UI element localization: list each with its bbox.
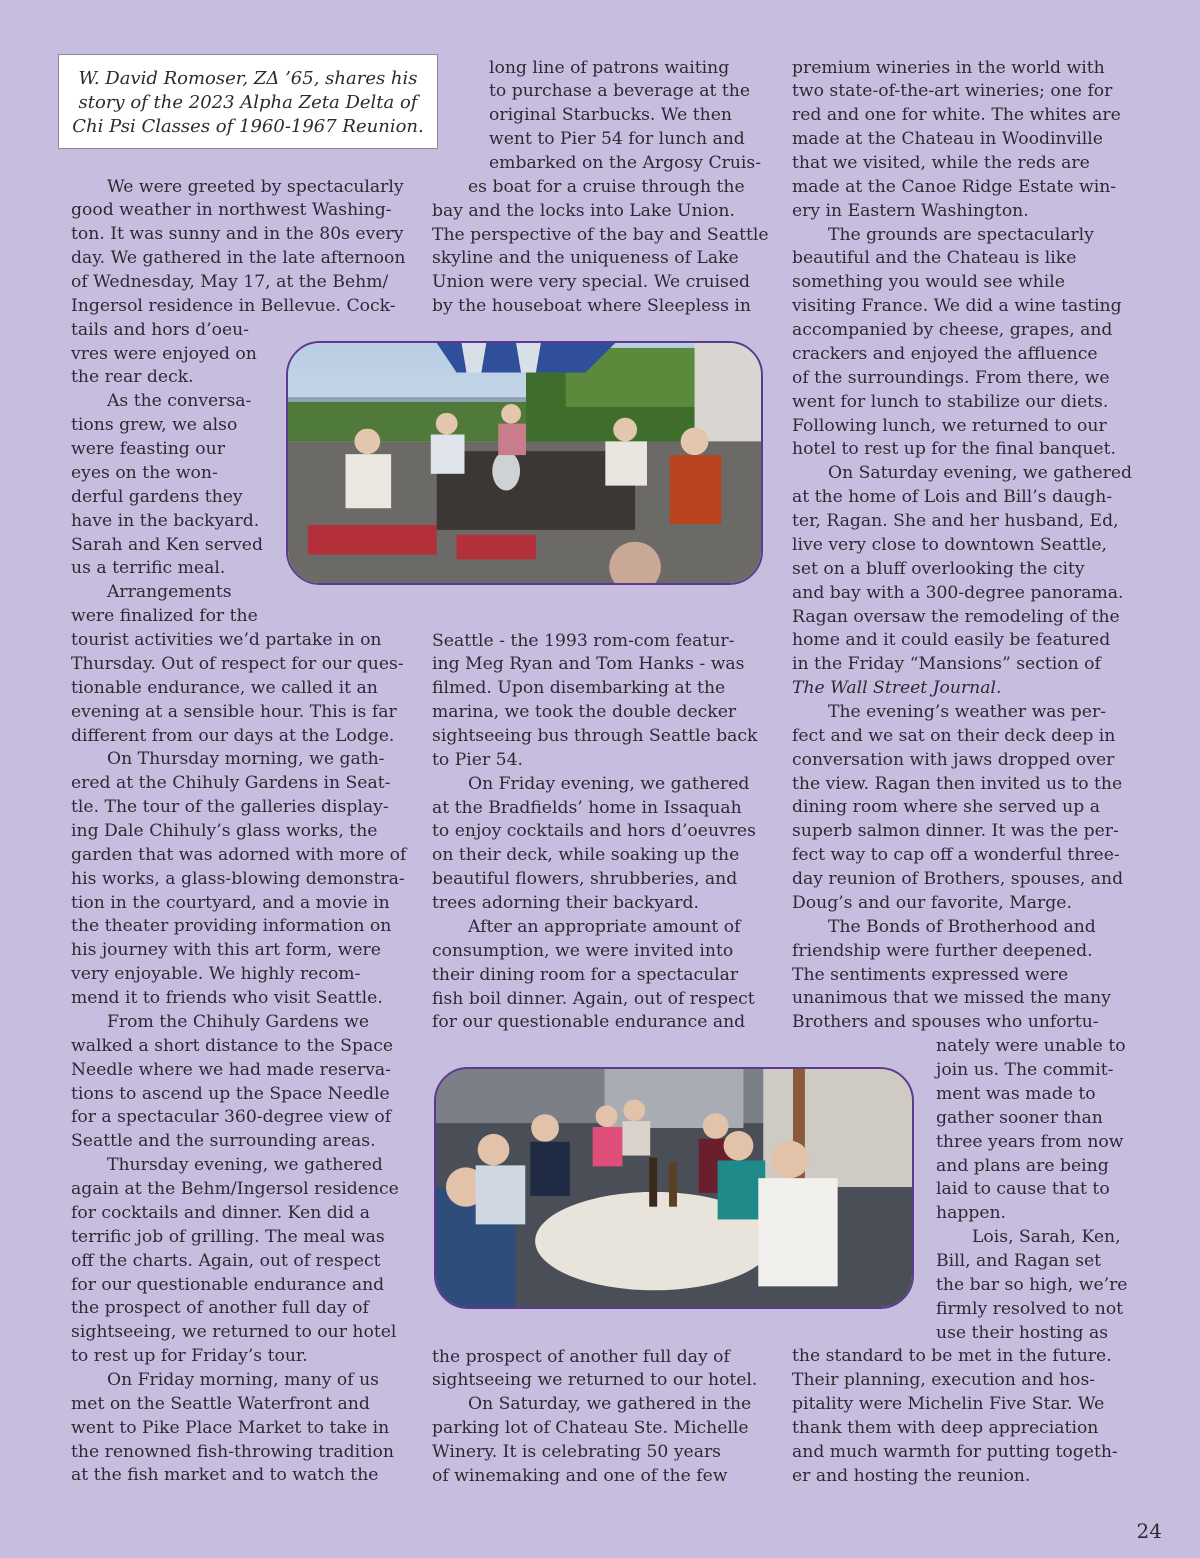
paragraph-line: Seattle and the surrounding areas. (71, 1131, 376, 1152)
paragraph-line: tourist activities we’d partake in on (71, 630, 382, 651)
paragraph-line: use their hosting as (936, 1322, 1109, 1343)
paragraph-line: hotel to rest up for the final banquet. (792, 439, 1116, 460)
paragraph-line: the standard to be met in the future. (792, 1346, 1112, 1367)
paragraph-line: The Bonds of Brotherhood and (828, 916, 1096, 937)
byline-line: Chi Psi Classes of 1960-1967 Reunion. (72, 116, 424, 137)
paragraph-line: the theater providing information on (71, 916, 392, 937)
paragraph-line: garden that was adorned with more of (71, 844, 407, 865)
paragraph-line: Lois, Sarah, Ken, (972, 1227, 1121, 1248)
paragraph-line: Winery. It is celebrating 50 years (432, 1441, 721, 1462)
paragraph-line: to Pier 54. (432, 749, 523, 770)
paragraph-line: Needle where we had made reserva- (71, 1059, 391, 1080)
paragraph-line: fect way to cap off a wonderful three- (792, 845, 1120, 866)
paragraph-line: crackers and enjoyed the affluence (792, 343, 1098, 364)
paragraph-line: made at the Canoe Ridge Estate win- (792, 176, 1117, 197)
paragraph-line: Their planning, execution and hos- (792, 1370, 1096, 1391)
paragraph-line: tails and hors d’oeu- (71, 319, 249, 340)
paragraph-line: er and hosting the reunion. (792, 1465, 1031, 1486)
paragraph-line: set on a bluff overlooking the city (792, 558, 1085, 579)
paragraph-line: filmed. Upon disembarking at the (432, 678, 726, 699)
paragraph-line: happen. (936, 1203, 1007, 1224)
paragraph-line: ing Dale Chihuly’s glass works, the (71, 820, 378, 841)
paragraph-line: The Wall Street Journal. (792, 678, 1002, 699)
paragraph-line: went for lunch to stabilize our diets. (792, 391, 1109, 412)
paragraph-line: On Saturday evening, we gathered (828, 463, 1133, 484)
paragraph-line: skyline and the uniqueness of Lake (432, 248, 739, 269)
paragraph-line: beautiful and the Chateau is like (792, 248, 1077, 269)
paragraph-line: to rest up for Friday’s tour. (71, 1346, 308, 1367)
byline-line: story of the 2023 Alpha Zeta Delta of (78, 92, 418, 113)
paragraph-line: tions grew, we also (71, 415, 238, 436)
paragraph-line: conversation with jaws dropped over (792, 749, 1115, 770)
paragraph-line: the view. Ragan then invited us to the (792, 773, 1123, 794)
paragraph-line: parking lot of Chateau Ste. Michelle (432, 1418, 749, 1439)
paragraph-line: Brothers and spouses who unfortu- (792, 1012, 1099, 1033)
article-byline-box (58, 54, 438, 149)
paragraph-line: by the houseboat where Sleepless in (432, 296, 751, 317)
paragraph-line: his journey with this art form, were (71, 940, 381, 961)
byline-line: W. David Romoser, ZΔ ’65, shares his (78, 68, 418, 89)
paragraph-line: ered at the Chihuly Gardens in Seat- (71, 773, 391, 794)
paragraph-line: gather sooner than (936, 1107, 1103, 1128)
photo-deck-gathering (286, 341, 763, 585)
paragraph-line: Union were very special. We cruised (432, 272, 751, 293)
paragraph-line: laid to cause that to (936, 1179, 1110, 1200)
paragraph-line: have in the backyard. (71, 510, 260, 531)
paragraph-line: embarked on the Argosy Cruis- (489, 152, 762, 173)
paragraph-line: beautiful flowers, shrubberies, and (432, 869, 738, 890)
paragraph-line: Thursday. Out of respect for our ques- (71, 653, 404, 674)
paragraph-line: tion in the courtyard, and a movie in (71, 892, 390, 913)
paragraph-line: vres were enjoyed on (71, 343, 257, 364)
deck-photo-illustration (288, 343, 761, 583)
paragraph-line: for a spectacular 360-degree view of (71, 1107, 392, 1128)
paragraph-line: On Saturday, we gathered in the (468, 1394, 752, 1415)
paragraph-line: and plans are being (936, 1155, 1109, 1176)
paragraph-line: tle. The tour of the galleries display- (71, 797, 389, 818)
paragraph-line: for our questionable endurance and (432, 1012, 746, 1033)
paragraph-line: We were greeted by spectacularly (107, 176, 404, 197)
paragraph-line: that we visited, while the reds are (792, 152, 1090, 173)
paragraph-line: day. We gathered in the late afternoon (71, 248, 406, 269)
paragraph-line: met on the Seattle Waterfront and (71, 1393, 370, 1414)
paragraph-line: terrific job of grilling. The meal was (71, 1226, 385, 1247)
paragraph-line: nately were unable to (936, 1036, 1126, 1057)
paragraph-line: The evening’s weather was per- (828, 701, 1107, 722)
paragraph-line: of the surroundings. From there, we (792, 367, 1110, 388)
paragraph-line: sightseeing, we returned to our hotel (71, 1322, 397, 1343)
paragraph-line: tionable endurance, we called it an (71, 677, 378, 698)
paragraph-line: something you would see while (792, 272, 1065, 293)
paragraph-line: Bill, and Ragan set (936, 1251, 1102, 1271)
paragraph-line: bay and the locks into Lake Union. (432, 200, 735, 221)
paragraph-line: On Friday evening, we gathered (468, 773, 750, 794)
paragraph-line: consumption, we were invited into (432, 940, 734, 961)
paragraph-line: Ragan oversaw the remodeling of the (792, 606, 1120, 627)
paragraph-line: dining room where she served up a (792, 797, 1100, 818)
paragraph-line: Sarah and Ken served (71, 534, 263, 555)
paragraph-line: ing Meg Ryan and Tom Hanks - was (432, 654, 745, 675)
paragraph-line: sightseeing we returned to our hotel. (432, 1370, 758, 1391)
paragraph-line: fect and we sat on their deck deep in (792, 725, 1116, 746)
paragraph-line: superb salmon dinner. It was the per- (792, 821, 1119, 842)
paragraph-line: at the Bradfields’ home in Issaquah (432, 797, 742, 818)
paragraph-line: were finalized for the (71, 606, 258, 627)
paragraph-line: red and one for white. The whites are (792, 105, 1121, 126)
paragraph-line: pitality were Michelin Five Star. We (792, 1394, 1105, 1415)
paragraph-line: the bar so high, we’re (936, 1274, 1128, 1295)
paragraph-line: sightseeing bus through Seattle back (432, 725, 758, 746)
paragraph-line: for our questionable endurance and (71, 1274, 385, 1295)
paragraph-line: ton. It was sunny and in the 80s every (71, 224, 404, 245)
page-number: 24 (1136, 1519, 1162, 1543)
paragraph-line: to purchase a beverage at the (489, 81, 751, 102)
dinner-photo-illustration (436, 1069, 912, 1307)
paragraph-line: their dining room for a spectacular (432, 964, 739, 985)
paragraph-line: On Thursday morning, we gath- (107, 749, 385, 770)
paragraph-line: to enjoy cocktails and hors d’oeuvres (432, 821, 756, 842)
paragraph-line: Seattle - the 1993 rom-com featur- (432, 630, 735, 651)
paragraph-line: of Wednesday, May 17, at the Behm/ (71, 271, 389, 292)
paragraph-line: original Starbucks. We then (489, 105, 732, 126)
paragraph-line: thank them with deep appreciation (792, 1418, 1099, 1439)
paragraph-line: tions to ascend up the Space Needle (71, 1083, 390, 1104)
paragraph-line: Arrangements (107, 582, 232, 603)
paragraph-line: of winemaking and one of the few (432, 1465, 728, 1486)
paragraph-line: marina, we took the double decker (432, 702, 737, 723)
paragraph-line: Thursday evening, we gathered (107, 1155, 383, 1176)
paragraph-line: made at the Chateau in Woodinville (792, 129, 1103, 150)
paragraph-line: at the home of Lois and Bill’s daugh- (792, 487, 1113, 508)
paragraph-line: Doug’s and our favorite, Marge. (792, 892, 1072, 913)
paragraph-line: in the Friday “Mansions” section of (792, 654, 1101, 675)
paragraph-line: long line of patrons waiting (489, 57, 730, 78)
paragraph-line: live very close to downtown Seattle, (792, 534, 1108, 555)
paragraph-line: day reunion of Brothers, spouses, and (792, 869, 1124, 890)
paragraph-line: walked a short distance to the Space (71, 1035, 393, 1056)
paragraph-line: went to Pike Place Market to take in (71, 1417, 390, 1438)
paragraph-line: eyes on the won- (71, 462, 218, 483)
paragraph-line: Ingersol residence in Bellevue. Cock- (71, 295, 396, 316)
paragraph-line: friendship were further deepened. (792, 940, 1093, 961)
paragraph-line: fish boil dinner. Again, out of respect (432, 988, 755, 1009)
paragraph-line: mend it to friends who visit Seattle. (71, 988, 383, 1009)
paragraph-line: home and it could easily be featured (792, 630, 1111, 651)
paragraph-line: us a terrific meal. (71, 558, 226, 579)
paragraph-line: the prospect of another full day of (432, 1346, 730, 1367)
paragraph-line: As the conversa- (107, 391, 252, 412)
paragraph-line: premium wineries in the world with (792, 57, 1105, 78)
paragraph-line: unanimous that we missed the many (792, 988, 1111, 1009)
paragraph-line: and much warmth for putting togeth- (792, 1441, 1118, 1462)
paragraph-line: The grounds are spectacularly (828, 224, 1094, 245)
paragraph-line: and bay with a 300-degree panorama. (792, 582, 1124, 603)
paragraph-line: the prospect of another full day of (71, 1298, 369, 1319)
paragraph-line: off the charts. Again, out of respect (71, 1250, 381, 1271)
paragraph-line: very enjoyable. We highly recom- (71, 964, 361, 985)
paragraph-line: the renowned fish-throwing tradition (71, 1441, 394, 1462)
paragraph-line: at the fish market and to watch the (71, 1465, 379, 1486)
paragraph-line: es boat for a cruise through the (468, 176, 745, 197)
paragraph-line: good weather in northwest Washing- (71, 200, 392, 221)
paragraph-line: accompanied by cheese, grapes, and (792, 320, 1113, 341)
paragraph-line: evening at a sensible hour. This is far (71, 701, 397, 722)
paragraph-line: visiting France. We did a wine tasting (792, 296, 1122, 317)
paragraph-line: were feasting our (71, 439, 225, 460)
paragraph-line: trees adorning their backyard. (432, 893, 699, 914)
paragraph-line: From the Chihuly Gardens we (107, 1011, 369, 1032)
paragraph-line: ery in Eastern Washington. (792, 200, 1029, 221)
paragraph-line: ter, Ragan. She and her husband, Ed, (792, 511, 1119, 532)
paragraph-line: join us. The commit- (936, 1060, 1114, 1081)
paragraph-line: his works, a glass-blowing demonstra- (71, 868, 405, 889)
paragraph-line: firmly resolved to not (936, 1298, 1124, 1319)
paragraph-line: for cocktails and dinner. Ken did a (71, 1202, 370, 1223)
paragraph-line: On Friday morning, many of us (107, 1370, 379, 1390)
paragraph-line: two state-of-the-art wineries; one for (792, 81, 1113, 102)
paragraph-line: on their deck, while soaking up the (432, 845, 740, 866)
paragraph-line: ment was made to (936, 1083, 1096, 1104)
paragraph-line: The perspective of the bay and Seattle (432, 224, 769, 245)
paragraph-line: went to Pier 54 for lunch and (489, 129, 745, 150)
paragraph-line: again at the Behm/Ingersol residence (71, 1179, 399, 1200)
photo-dinner-gathering (434, 1067, 914, 1309)
paragraph-line: different from our days at the Lodge. (71, 725, 395, 746)
paragraph-line: After an appropriate amount of (468, 916, 741, 937)
paragraph-line: Following lunch, we returned to our (792, 415, 1107, 436)
paragraph-line: The sentiments expressed were (792, 964, 1069, 985)
paragraph-line: the rear deck. (71, 367, 194, 388)
paragraph-line: derful gardens they (71, 486, 243, 507)
paragraph-line: three years from now (936, 1131, 1124, 1152)
